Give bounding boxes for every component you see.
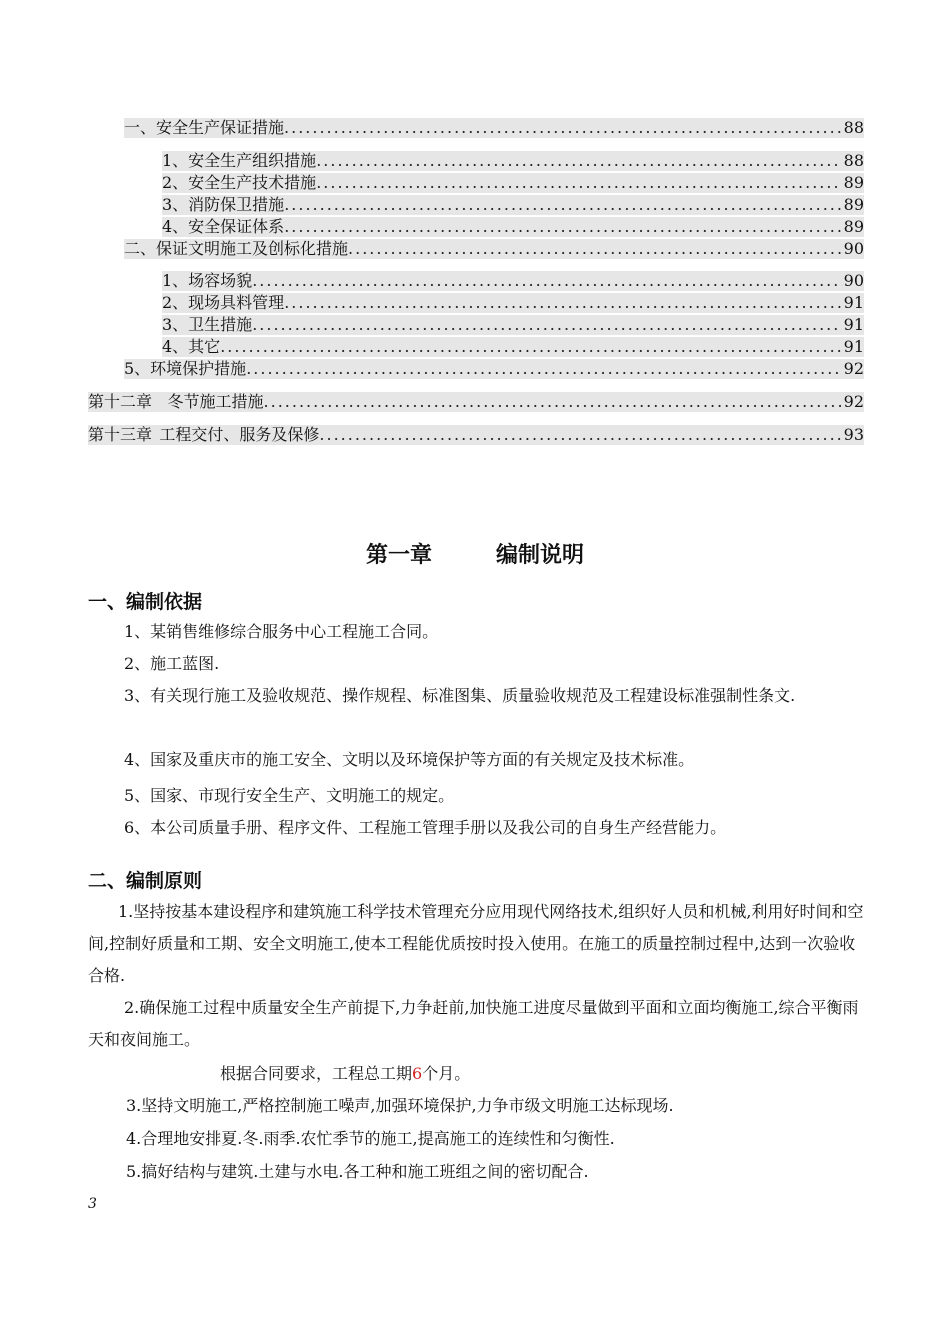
toc-leader-dots [220,337,841,357]
principle-paragraph: 5.搞好结构与建筑.土建与水电.各工种和施工班组之间的密切配合. [126,1162,589,1181]
toc-chapter-number: 第十二章 [88,392,153,411]
toc-entry-label: 2、现场具料管理 [162,293,285,312]
basis-item: 4、国家及重庆市的施工安全、文明以及环境保护等方面的有关规定及技术标准。 [124,750,695,769]
toc-chapter-entry[interactable] [88,425,864,445]
basis-item: 5、国家、市现行安全生产、文明施工的规定。 [124,786,455,805]
toc-entry[interactable] [162,293,864,313]
toc-entry-label: 工程交付、服务及保修 [159,425,320,444]
basis-item: 2、施工蓝图. [124,654,220,673]
toc-leader-dots [319,425,841,445]
toc-entry[interactable] [162,151,864,171]
principle-paragraph: 3.坚持文明施工,严格控制施工噪声,加强环境保护,力争市级文明施工达标现场. [126,1096,674,1115]
toc-entry-page: 90 [843,239,864,258]
toc-entry-label: 3、卫生措施 [162,315,253,334]
principle-paragraph: 1.坚持按基本建设程序和建筑施工科学技术管理充分应用现代网络技术,组织好人员和机械,利用好时间和空间,控制好质量和工期、安全文明施工,使本工程能优质按时投入使用。在施工的质量控制过程中,达到一次验收合格. [88,902,864,985]
contract-duration-value: 6 [412,1064,423,1083]
toc-entry[interactable] [162,271,864,291]
chapter-name: 编制说明 [496,543,585,568]
toc-entry-label: 4、其它 [162,337,221,356]
toc-entry-page: 88 [843,151,864,170]
toc-entry[interactable] [162,195,864,215]
toc-entry-page: 89 [843,195,864,214]
toc-leader-dots [252,315,841,335]
toc-entry[interactable] [124,118,864,138]
basis-item: 6、本公司质量手册、程序文件、工程施工管理手册以及我公司的自身生产经营能力。 [124,818,727,837]
toc-leader-dots [284,195,841,215]
principle-paragraph: 2.确保施工过程中质量安全生产前提下,力争赶前,加快施工进度尽量做到平面和立面均衡施工,综合平衡雨天和夜间施工。 [88,998,859,1049]
toc-entry-page: 91 [843,337,864,356]
toc-leader-dots [284,118,842,138]
section-heading-basis: 一、编制依据 [88,591,203,613]
contract-duration-line [220,1064,470,1084]
toc-entry-label: 2、安全生产技术措施 [162,173,317,192]
toc-leader-dots [284,217,841,237]
toc-leader-dots [284,293,841,313]
toc-entry-page: 90 [843,271,864,290]
toc-entry-label: 4、安全保证体系 [162,217,285,236]
chapter-number: 第一章 [365,543,432,568]
toc-entry[interactable] [162,315,864,335]
contract-duration-suffix: 个月。 [422,1064,471,1083]
toc-leader-dots [316,151,841,171]
toc-chapter-entry[interactable] [88,392,864,412]
toc-entry-page: 92 [843,359,864,378]
toc-entry-label: 一、安全生产保证措施 [124,118,285,137]
toc-entry-page: 92 [843,392,864,411]
toc-entry-label: 3、消防保卫措施 [162,195,285,214]
toc-entry-page: 93 [843,425,864,444]
toc-leader-dots [246,359,841,379]
toc-entry-label: 冬节施工措施 [167,392,264,411]
toc-entry[interactable] [124,359,864,379]
toc-leader-dots [316,173,841,193]
toc-entry-page: 89 [843,173,864,192]
toc-entry-page: 91 [843,315,864,334]
chapter-title [0,540,950,572]
toc-leader-dots [252,271,841,291]
toc-entry-page: 89 [843,217,864,236]
toc-leader-dots [264,392,842,412]
toc-entry[interactable] [162,173,864,193]
page-number: 3 [88,1196,97,1212]
basis-item: 3、有关现行施工及验收规范、操作规程、标准图集、质量验收规范及工程建设标准强制性条文. [124,686,796,705]
basis-item: 1、某销售维修综合服务中心工程施工合同。 [124,622,439,641]
section-heading-principles: 二、编制原则 [88,870,203,892]
contract-duration-prefix: 根据合同要求，工程总工期 [220,1064,413,1083]
toc-entry[interactable] [162,337,864,357]
toc-entry-label: 1、安全生产组织措施 [162,151,317,170]
toc-chapter-number: 第十三章 [88,425,153,444]
toc-entry-label: 二、保证文明施工及创标化措施 [124,239,349,258]
toc-entry[interactable] [162,217,864,237]
toc-entry-label: 1、场容场貌 [162,271,253,290]
toc-entry-label: 5、环境保护措施 [124,359,247,378]
toc-entry[interactable] [124,239,864,259]
toc-entry-page: 91 [843,293,864,312]
toc-leader-dots [348,239,842,259]
toc-entry-page: 88 [843,118,864,137]
principle-paragraph: 4.合理地安排夏.冬.雨季.农忙季节的施工,提高施工的连续性和匀衡性. [126,1129,615,1148]
